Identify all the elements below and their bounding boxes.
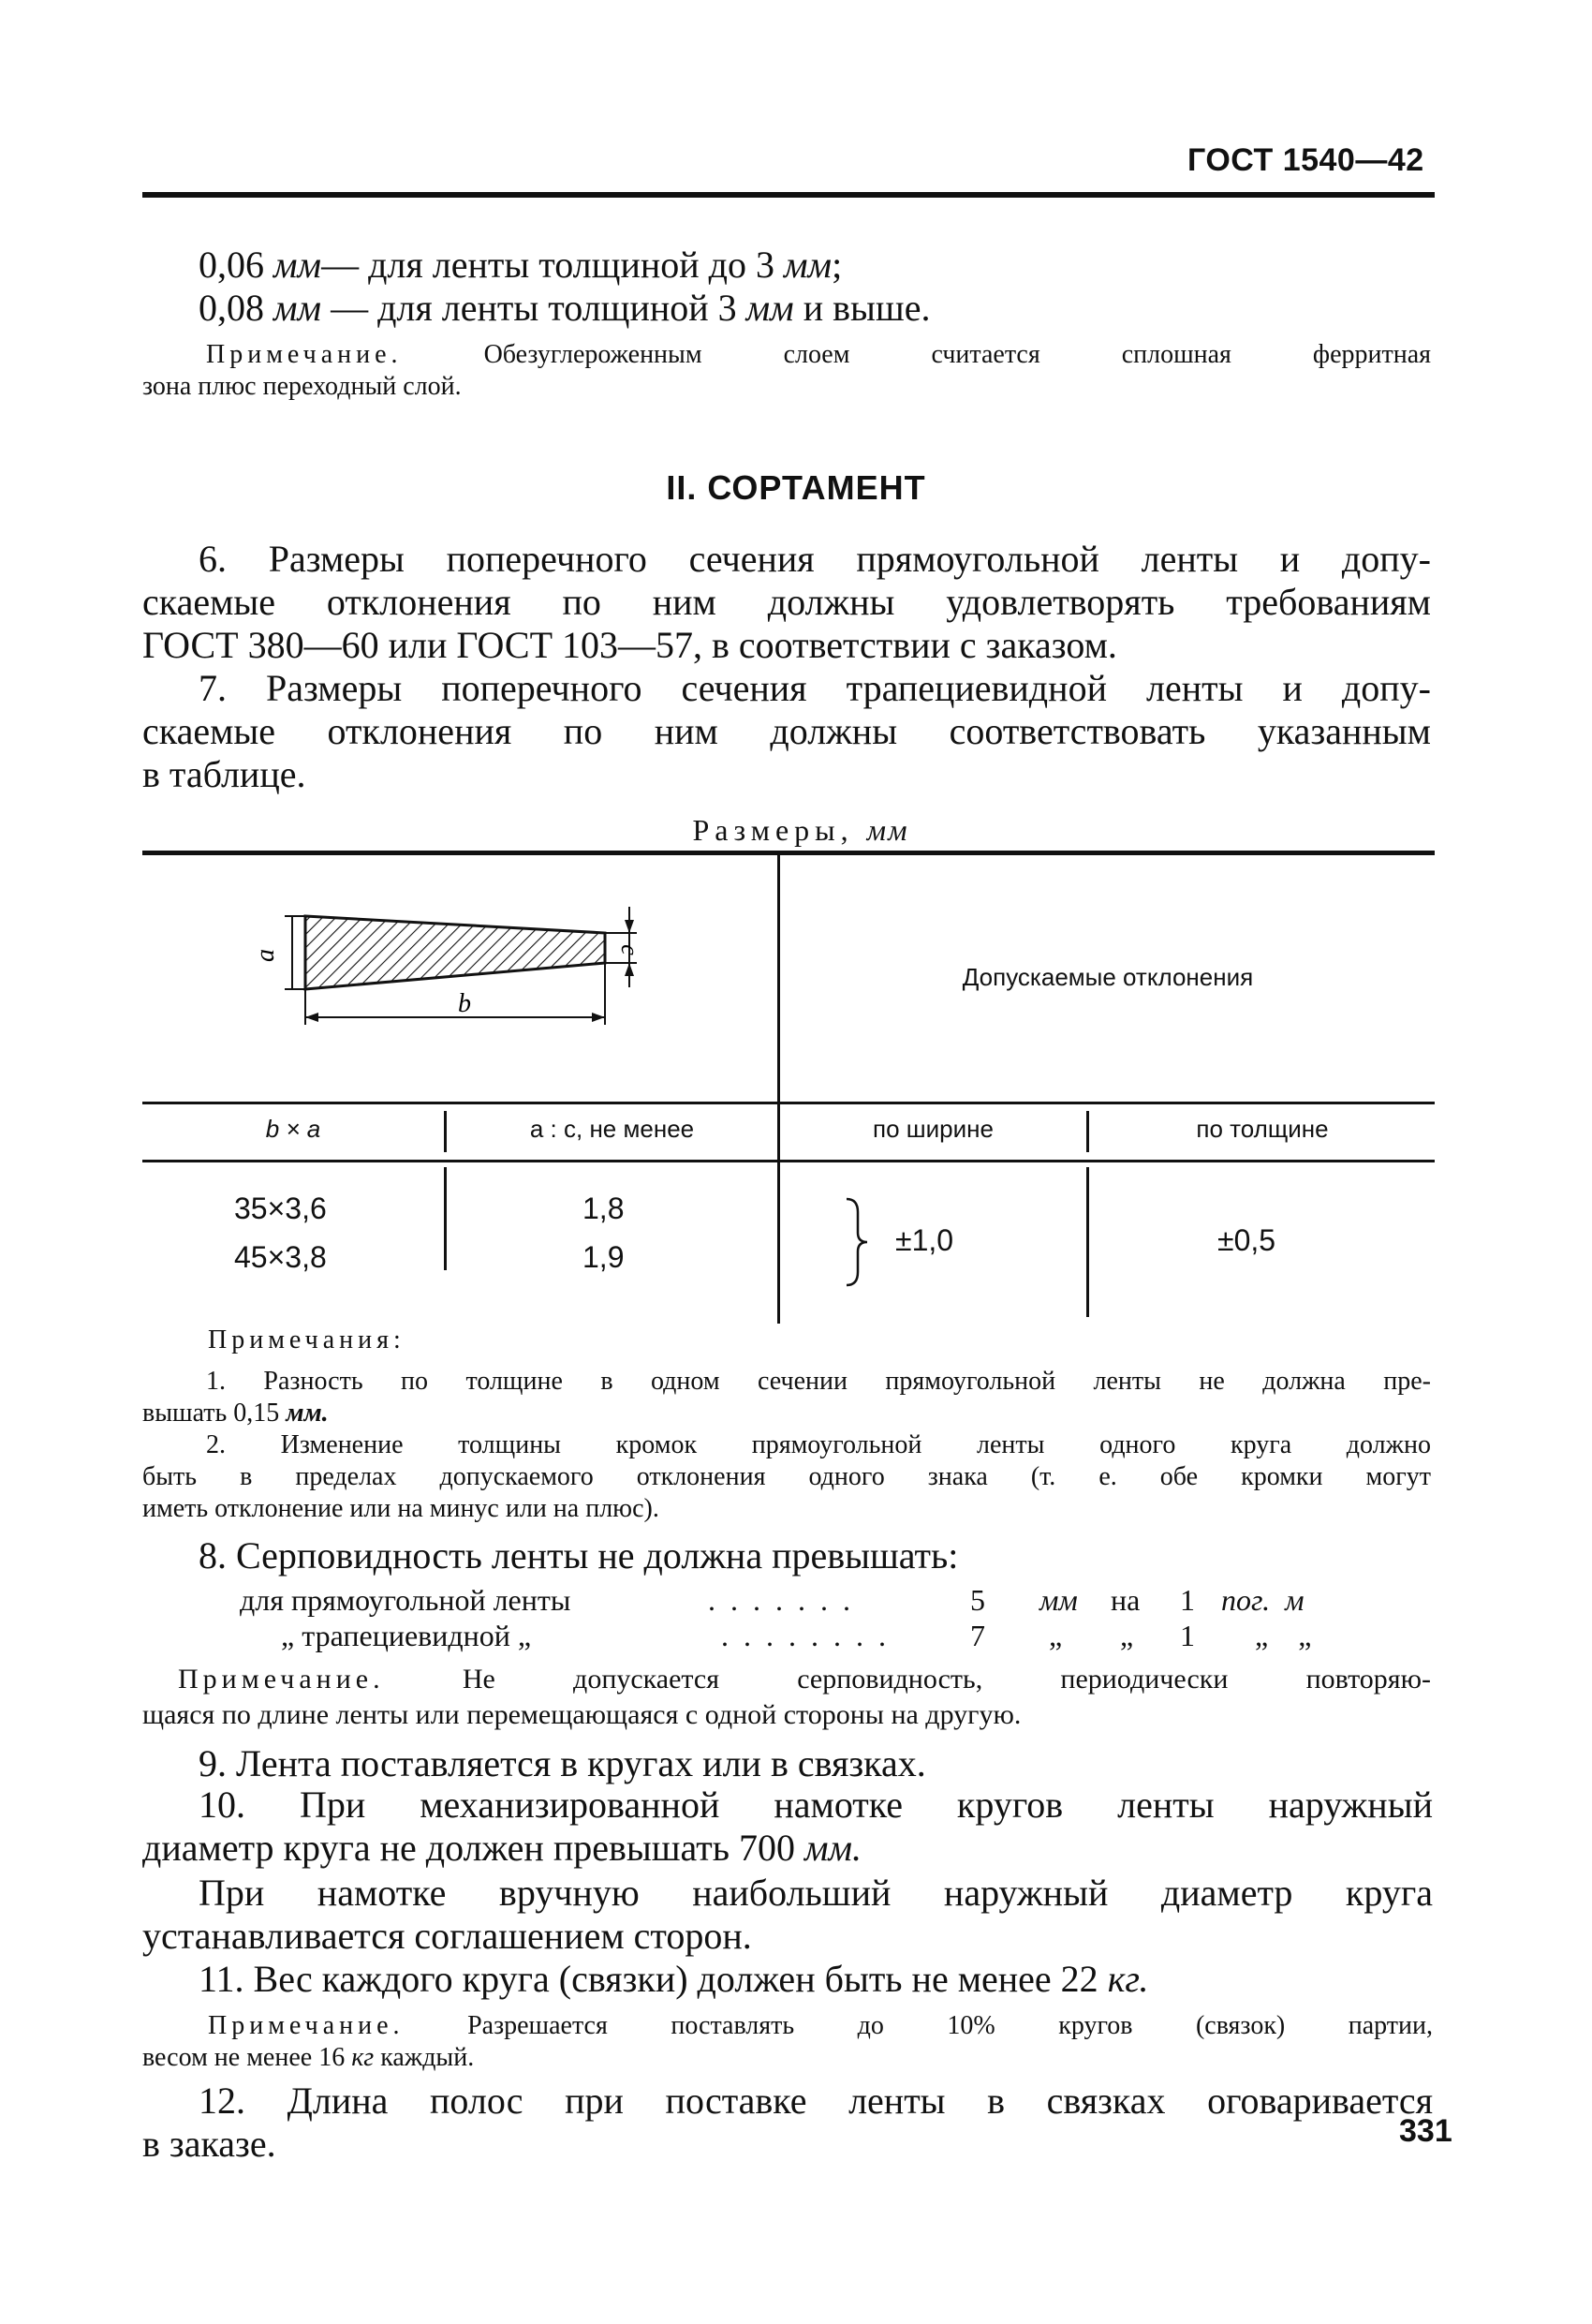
note-3-line-1 bbox=[178, 1664, 1431, 1695]
p10-line-2 bbox=[142, 1827, 862, 1870]
unit: мм bbox=[273, 287, 322, 329]
text: диаметр круга не должен превышать 700 bbox=[142, 1827, 795, 1869]
right-brace-icon bbox=[843, 1197, 871, 1287]
p10b-line-1: При намотке вручную наибольший наружный диаметр круга bbox=[199, 1872, 1433, 1914]
p12-line-2: в заказе. bbox=[142, 2123, 276, 2165]
note-text: каждый. bbox=[380, 2043, 475, 2072]
diagram-label-a: a bbox=[251, 949, 280, 962]
text: и выше. bbox=[793, 287, 931, 329]
note-text: весом не менее 16 bbox=[142, 2043, 346, 2072]
unit: „ „ bbox=[1255, 1619, 1312, 1652]
row-1-ratio: 1,8 bbox=[582, 1192, 625, 1225]
note-4-line-1 bbox=[208, 2010, 1433, 2042]
width-tolerance: ±1,0 bbox=[895, 1223, 954, 1257]
table-header-rule bbox=[142, 1102, 1435, 1104]
note-2-1-line-2 bbox=[142, 1398, 329, 1429]
unit: мм bbox=[273, 244, 322, 286]
text: — для ленты толщиной 3 bbox=[321, 287, 737, 329]
p10-line-1: 10. При механизированной намотке кругов ленты наружный bbox=[199, 1784, 1433, 1826]
table-caption bbox=[0, 813, 1592, 848]
unit: мм bbox=[745, 287, 794, 329]
note-text: вышать 0,15 bbox=[142, 1399, 280, 1428]
document-header: ГОСТ 1540—42 bbox=[1187, 142, 1424, 178]
p9: 9. Лента поставляется в кругах или в связках. bbox=[199, 1742, 926, 1784]
dim-c-arrow-top bbox=[625, 920, 634, 933]
col-header-size: b × a bbox=[265, 1115, 321, 1143]
header-rule bbox=[142, 192, 1435, 198]
p12-line-1: 12. Длина полос при поставке ленты в связках оговаривается bbox=[199, 2080, 1433, 2122]
group-header-tolerances: Допускаемые отклонения bbox=[962, 963, 1254, 991]
p6-line-3: ГОСТ 380—60 или ГОСТ 103—57, в соответствии с заказом. bbox=[142, 624, 1117, 666]
top-line-2 bbox=[199, 287, 930, 330]
p8-row-2 bbox=[281, 1619, 1431, 1656]
p11 bbox=[199, 1958, 1148, 2001]
table-subheader-rule bbox=[142, 1160, 1435, 1162]
value: 0,06 bbox=[199, 244, 264, 286]
p8-row-1 bbox=[240, 1583, 1431, 1621]
unit: кг bbox=[351, 2043, 375, 2072]
thickness-tolerance: ±0,5 bbox=[1217, 1223, 1276, 1257]
p7-line-2: скаемые отклонения по ним должны соответствовать указанным bbox=[142, 710, 1431, 752]
row-2-size: 45×3,8 bbox=[234, 1240, 327, 1274]
col-header-width-tol: по ширине bbox=[873, 1115, 994, 1143]
note-1-line-1 bbox=[206, 339, 1431, 371]
p8-title: 8. Серповидность ленты не должна превышать: bbox=[199, 1534, 959, 1576]
unit: мм. bbox=[804, 1827, 862, 1869]
note-3-line-2: щаяся по длине ленты или перемещающаяся с одной стороны на другую. bbox=[142, 1699, 1022, 1730]
row-1-size: 35×3,6 bbox=[234, 1192, 327, 1225]
note-text: Не допускается серповидность, периодически повторяю- bbox=[462, 1664, 1432, 1695]
p6-line-2: скаемые отклонения по ним должны удовлетворять требованиям bbox=[142, 581, 1431, 623]
p7-line-3: в таблице. bbox=[142, 753, 306, 795]
leader-dots: . . . . . . . . bbox=[721, 1619, 890, 1652]
note-4-line-2 bbox=[142, 2042, 474, 2074]
value: 0,08 bbox=[199, 287, 264, 329]
note-label: Примечание. bbox=[206, 340, 403, 369]
col-header-thickness-tol: по толщине bbox=[1196, 1115, 1329, 1143]
row-label: „ трапециевидной „ bbox=[281, 1619, 532, 1652]
text: — для ленты толщиной до 3 bbox=[321, 244, 775, 286]
note-2-2-line-3: иметь отклонение или на минус или на плюс). bbox=[142, 1494, 659, 1523]
section-title: II. СОРТАМЕНТ bbox=[666, 468, 926, 507]
table-top-rule bbox=[142, 851, 1435, 855]
caption-text: Размеры, bbox=[692, 813, 854, 847]
unit: мм. bbox=[286, 1399, 329, 1428]
word: на bbox=[1111, 1583, 1141, 1617]
trapezoid-shape bbox=[305, 916, 605, 989]
note-text: Обезуглероженным слоем считается сплошная ферритная bbox=[483, 340, 1432, 369]
unit: пог. м bbox=[1221, 1583, 1305, 1617]
dim-c-arrow-bottom bbox=[625, 963, 634, 976]
note-label: Примечание. bbox=[178, 1664, 385, 1695]
p6-line-1: 6. Размеры поперечного сечения прямоугольной ленты и допу- bbox=[199, 538, 1431, 580]
word: „ bbox=[1120, 1619, 1134, 1652]
note-label: Примечание. bbox=[208, 2011, 405, 2040]
caption-unit: мм bbox=[866, 813, 909, 847]
text: 11. Вес каждого круга (связки) должен быть не менее 22 bbox=[199, 1958, 1098, 2000]
diagram-label-c: c bbox=[616, 944, 643, 955]
p10b-line-2: устанавливается соглашением сторон. bbox=[142, 1915, 752, 1957]
diagram-label-b: b bbox=[458, 989, 471, 1018]
row-label: для прямоугольной ленты bbox=[240, 1583, 571, 1617]
unit: мм bbox=[784, 244, 833, 286]
value: 5 bbox=[970, 1583, 985, 1617]
top-line-1 bbox=[199, 244, 842, 287]
table-divider-1b bbox=[444, 1167, 447, 1270]
note-2-1-line-1: 1. Разность по толщине в одном сечении прямоугольной ленты не должна пре- bbox=[206, 1367, 1431, 1396]
dim-b-arrow-right bbox=[592, 1013, 605, 1022]
table-divider-main bbox=[777, 855, 780, 1324]
note-text: Разрешается поставлять до 10% кругов (связок) партии, bbox=[467, 2011, 1434, 2040]
unit: мм bbox=[1039, 1583, 1078, 1617]
col-header-ratio: a : c, не менее bbox=[529, 1115, 695, 1143]
length: 1 bbox=[1180, 1583, 1195, 1617]
notes-title: Примечания: bbox=[208, 1325, 405, 1354]
table-divider-3b bbox=[1086, 1167, 1089, 1317]
note-2-2-line-1: 2. Изменение толщины кромок прямоугольной ленты одного круга должно bbox=[206, 1430, 1431, 1459]
note-2-2-line-2: быть в пределах допускаемого отклонения одного знака (т. е. обе кромки могут bbox=[142, 1462, 1431, 1491]
note-1-line-2: зона плюс переходный слой. bbox=[142, 372, 462, 401]
unit: кг. bbox=[1107, 1958, 1149, 2000]
trapezoid-cross-section-diagram bbox=[243, 890, 674, 1040]
dim-b-arrow-left bbox=[305, 1013, 318, 1022]
value: 7 bbox=[970, 1619, 985, 1652]
page-number: 331 bbox=[1399, 2113, 1452, 2149]
leader-dots: . . . . . . . bbox=[708, 1583, 854, 1617]
p7-line-1: 7. Размеры поперечного сечения трапециевидной ленты и допу- bbox=[199, 667, 1431, 709]
text: ; bbox=[832, 244, 843, 286]
row-2-ratio: 1,9 bbox=[582, 1240, 625, 1274]
length: 1 bbox=[1180, 1619, 1195, 1652]
unit: „ bbox=[1049, 1619, 1063, 1652]
